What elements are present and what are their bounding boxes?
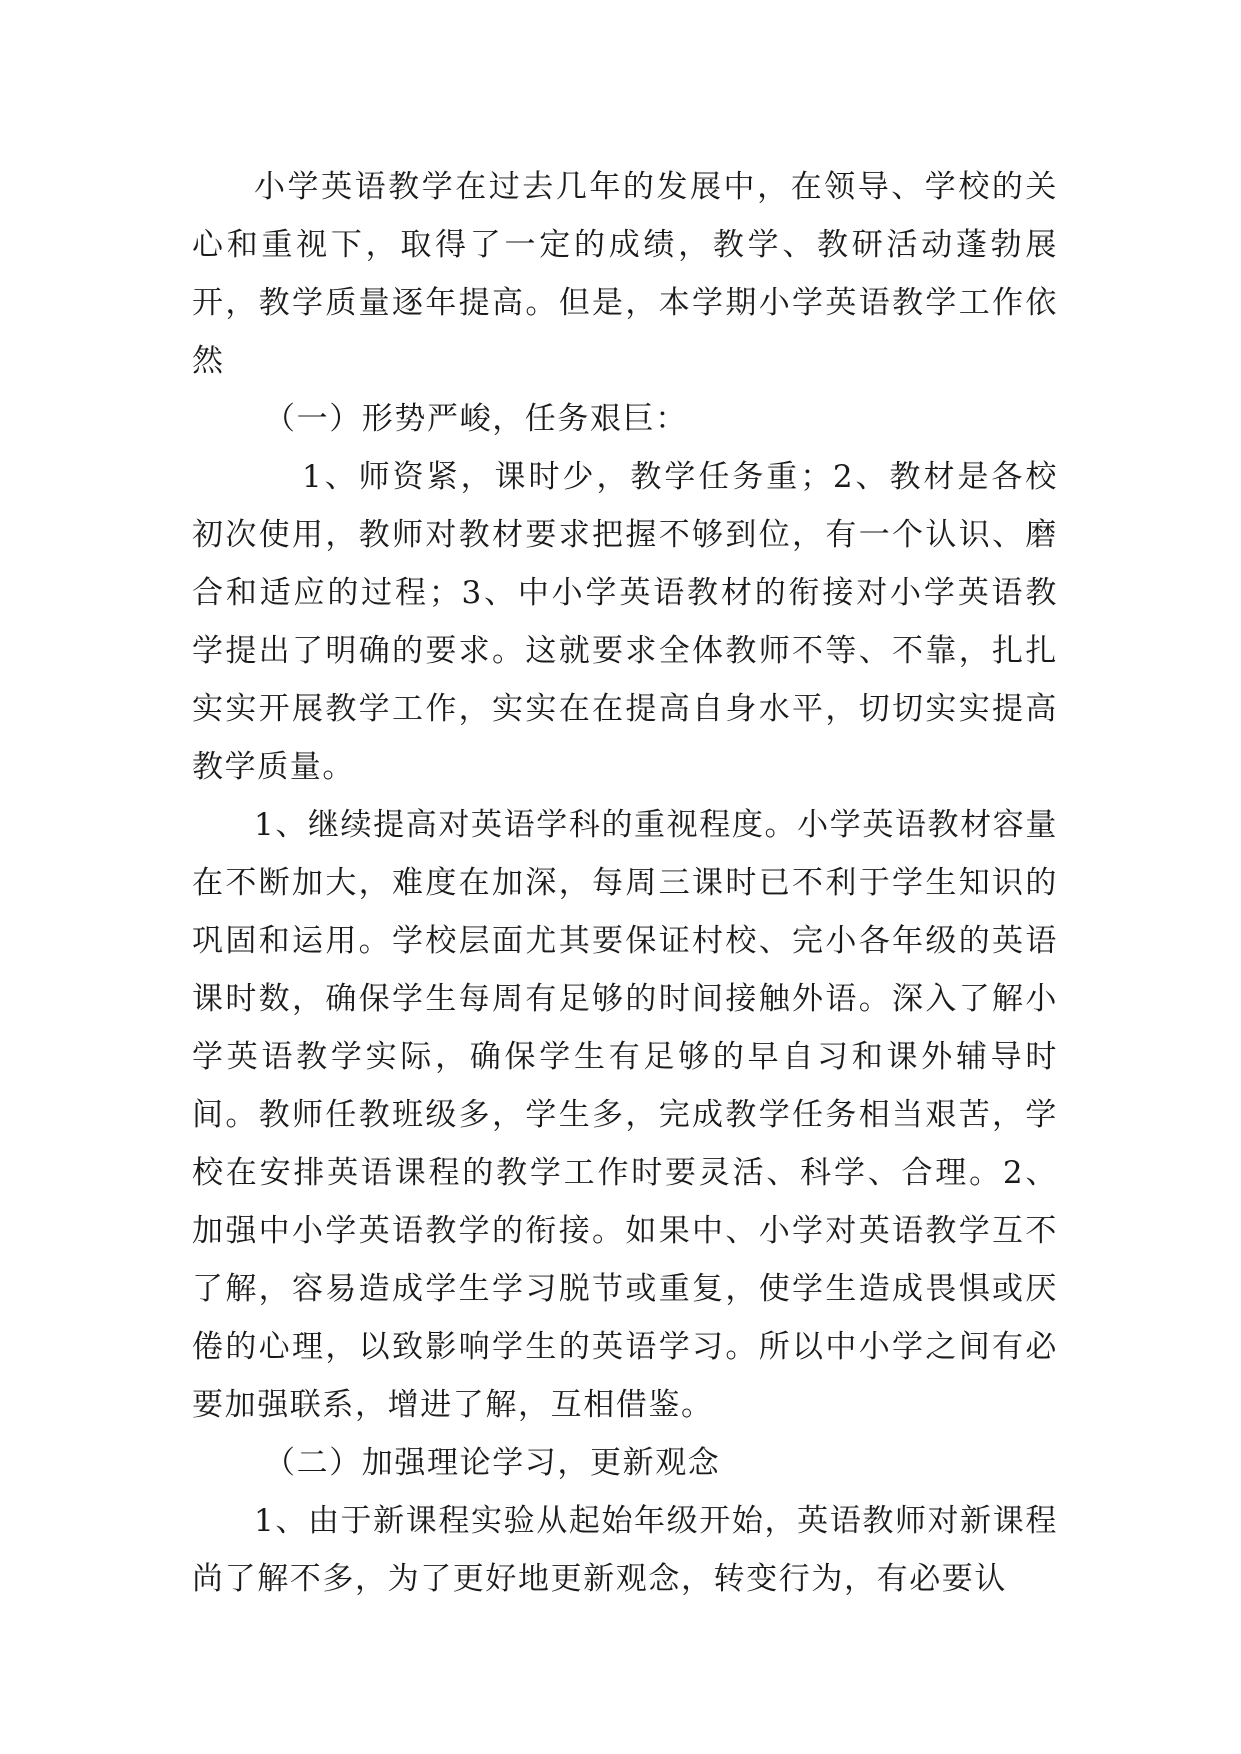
document-body — [192, 158, 1058, 1608]
section-heading-2: （二）加强理论学习，更新观念 — [264, 1445, 721, 1481]
paragraph-intro: 小学英语教学在过去几年的发展中，在领导、学校的关心和重视下，取得了一定的成绩，教学、教研活动蓬勃展开，教学质量逐年提高。但是，本学期小学英语教学工作依然 — [192, 169, 1058, 379]
paragraph-challenges: 1、师资紧，课时少，教学任务重；2、教材是各校初次使用，教师对教材要求把握不够到位，有一个认识、磨合和适应的过程；3、中小学英语教材的衔接对小学英语教学提出了明确的要求。这就要求全体教师不等、不靠，扎扎实实开展教学工作，实实在在提高自身水平，切切实实提高教学质量。 — [192, 459, 1058, 785]
paragraph-theory-study: 1、由于新课程实验从起始年级开始，英语教师对新课程尚了解不多，为了更好地更新观念，转变行为，有必要认 — [192, 1503, 1058, 1597]
section-heading-1: （一）形势严峻，任务艰巨： — [264, 401, 688, 437]
paragraph-measures: 1、继续提高对英语学科的重视程度。小学英语教材容量在不断加大，难度在加深，每周三课时已不利于学生知识的巩固和运用。学校层面尤其要保证村校、完小各年级的英语课时数，确保学生每周有足够的时间接触外语。深入了解小学英语教学实际，确保学生有足够的早自习和课外辅导时间。教师任教班级多，学生多，完成教学任务相当艰苦，学校在安排英语课程的教学工作时要灵活、科学、合理。2、加强中小学英语教学的衔接。如果中、小学对英语教学互不了解，容易造成学生学习脱节或重复，使学生造成畏惧或厌倦的心理，以致影响学生的英语学习。所以中小学之间有必要加强联系，增进了解，互相借鉴。 — [192, 807, 1058, 1423]
